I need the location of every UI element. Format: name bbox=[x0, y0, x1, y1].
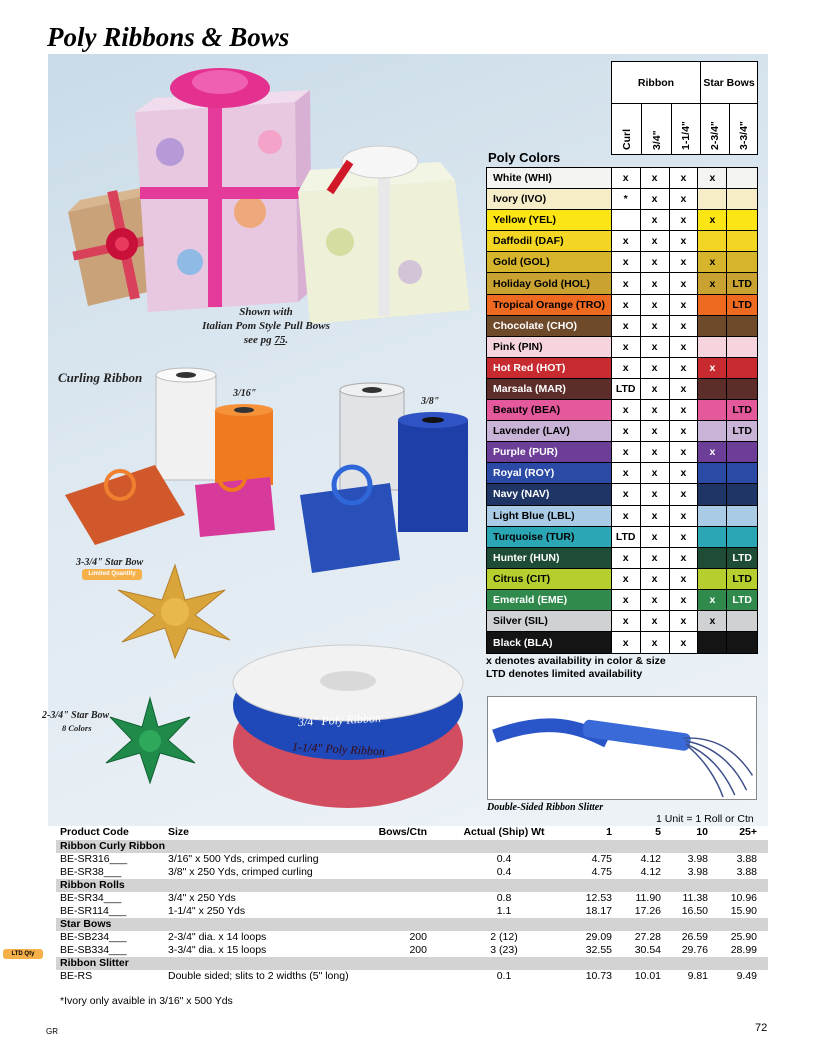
color-name: Citrus (CIT) bbox=[487, 569, 612, 589]
availability-cell: x bbox=[641, 421, 670, 441]
price-qty-10: 3.98 bbox=[687, 853, 708, 865]
availability-cell: LTD bbox=[612, 527, 641, 547]
roll-1-1-4-label: 1-1/4" Poly Ribbon bbox=[291, 739, 386, 759]
price-qty-5: 11.90 bbox=[635, 892, 661, 904]
availability-cell: x bbox=[698, 252, 727, 272]
availability-cell: x bbox=[641, 484, 670, 504]
availability-cell: x bbox=[670, 611, 699, 631]
availability-cell bbox=[698, 337, 727, 357]
availability-cell: x bbox=[641, 400, 670, 420]
color-row bbox=[487, 548, 757, 569]
availability-cell: * bbox=[612, 189, 641, 209]
availability-cell bbox=[727, 252, 757, 272]
header-size: Size bbox=[168, 826, 190, 838]
availability-cell: LTD bbox=[732, 277, 752, 290]
ltd-qty-badge: LTD Qty bbox=[3, 949, 43, 959]
availability-cell bbox=[727, 210, 757, 230]
footer-code: GR bbox=[46, 1027, 58, 1036]
availability-cell bbox=[727, 527, 757, 547]
availability-cell: x bbox=[612, 273, 641, 293]
availability-cell: x bbox=[612, 295, 641, 315]
ship-weight: 0.4 bbox=[496, 853, 512, 865]
availability-cell: x bbox=[641, 295, 670, 315]
price-qty-1: 32.55 bbox=[585, 944, 612, 956]
product-code: BE-SB334___ bbox=[60, 944, 127, 956]
availability-cell: x bbox=[670, 358, 699, 378]
color-name: Daffodil (DAF) bbox=[487, 231, 612, 251]
availability-cell: x bbox=[641, 527, 670, 547]
shown-with-caption bbox=[196, 305, 336, 347]
availability-cell: x bbox=[698, 168, 727, 188]
color-row bbox=[487, 168, 757, 189]
ivory-footnote: *Ivory only avaible in 3/16" x 500 Yds bbox=[60, 995, 233, 1007]
availability-cell: x bbox=[641, 611, 670, 631]
availability-cell: LTD bbox=[612, 379, 641, 399]
availability-cell: x bbox=[612, 358, 641, 378]
availability-cell: x bbox=[612, 463, 641, 483]
availability-cell: x bbox=[641, 231, 670, 251]
product-code: BE-SR38___ bbox=[60, 866, 122, 878]
product-row bbox=[56, 970, 768, 983]
color-name: Marsala (MAR) bbox=[487, 379, 612, 399]
color-name: Hot Red (HOT) bbox=[487, 358, 612, 378]
col-3-3-4: 3-3/4" bbox=[737, 121, 750, 150]
page-link-75[interactable]: 75 bbox=[274, 334, 286, 346]
color-name: Gold (GOL) bbox=[487, 252, 612, 272]
bows-per-ctn: 200 bbox=[409, 944, 427, 956]
color-row bbox=[487, 210, 757, 231]
product-row bbox=[56, 944, 768, 957]
color-row bbox=[487, 506, 757, 527]
availability-cell bbox=[727, 316, 757, 336]
availability-cell: x bbox=[698, 210, 727, 230]
shown-with-line-3: see pg bbox=[243, 334, 275, 346]
availability-cell: x bbox=[612, 168, 641, 188]
header-qty-10: 10 bbox=[696, 826, 708, 838]
product-size: 3/4" x 250 Yds bbox=[168, 892, 236, 904]
color-name: Black (BLA) bbox=[487, 632, 612, 653]
star-bow-234-colors: 8 Colors bbox=[62, 723, 92, 733]
color-row bbox=[487, 463, 757, 484]
availability-cell bbox=[727, 484, 757, 504]
availability-cell: x bbox=[670, 463, 699, 483]
availability-cell bbox=[727, 358, 757, 378]
availability-cell: LTD bbox=[732, 551, 752, 564]
availability-cell bbox=[698, 632, 727, 653]
color-name: Holiday Gold (HOL) bbox=[487, 273, 612, 293]
ship-weight: 3 (23) bbox=[490, 944, 518, 956]
product-size: 2-3/4" dia. x 14 loops bbox=[168, 931, 267, 943]
color-row bbox=[487, 442, 757, 463]
availability-cell: x bbox=[698, 442, 727, 462]
price-qty-10: 3.98 bbox=[687, 866, 708, 878]
availability-cell bbox=[698, 463, 727, 483]
availability-cell bbox=[727, 611, 757, 631]
price-qty-1: 12.53 bbox=[585, 892, 612, 904]
ship-weight: 0.1 bbox=[496, 970, 512, 982]
availability-cell bbox=[698, 400, 727, 420]
price-qty-25: 3.88 bbox=[736, 866, 757, 878]
availability-cell: x bbox=[612, 611, 641, 631]
availability-cell bbox=[698, 548, 727, 568]
price-qty-25: 9.49 bbox=[736, 970, 757, 982]
color-name: Lavender (LAV) bbox=[487, 421, 612, 441]
price-qty-25: 15.90 bbox=[730, 905, 757, 917]
availability-cell bbox=[727, 379, 757, 399]
availability-cell: x bbox=[670, 484, 699, 504]
color-name: Ivory (IVO) bbox=[487, 189, 612, 209]
availability-cell: x bbox=[612, 590, 641, 610]
availability-cell: x bbox=[641, 442, 670, 462]
availability-cell bbox=[727, 168, 757, 188]
poly-ribbon-rolls-image bbox=[228, 643, 468, 813]
product-code: BE-SR316___ bbox=[60, 853, 128, 865]
col-2-3-4: 2-3/4" bbox=[701, 104, 730, 154]
section-label: Star Bows bbox=[60, 918, 112, 930]
availability-cell: x bbox=[612, 421, 641, 441]
availability-cell bbox=[698, 527, 727, 547]
price-qty-5: 4.12 bbox=[640, 866, 661, 878]
color-name: Yellow (YEL) bbox=[487, 210, 612, 230]
col-3-4: 3/4" bbox=[642, 104, 672, 154]
color-name: Hunter (HUN) bbox=[487, 548, 612, 568]
ribbon-group-header: Ribbon bbox=[612, 62, 701, 104]
color-row bbox=[487, 316, 757, 337]
color-name: Navy (NAV) bbox=[487, 484, 612, 504]
availability-cell: x bbox=[641, 506, 670, 526]
availability-cell: x bbox=[670, 442, 699, 462]
availability-cell: x bbox=[698, 358, 727, 378]
product-row bbox=[56, 866, 768, 879]
limited-quantity-tag: Limited Quantity bbox=[82, 569, 142, 580]
color-row bbox=[487, 569, 757, 590]
availability-cell: x bbox=[670, 316, 699, 336]
availability-cell: x bbox=[612, 231, 641, 251]
ship-weight: 0.4 bbox=[496, 866, 512, 878]
color-row bbox=[487, 273, 757, 294]
availability-cell: x bbox=[670, 632, 699, 653]
col-curl: Curl bbox=[612, 104, 642, 154]
availability-cell: LTD bbox=[732, 404, 752, 417]
color-row bbox=[487, 421, 757, 442]
availability-cell: LTD bbox=[732, 425, 752, 438]
availability-cell: x bbox=[641, 590, 670, 610]
poly-colors-title: Poly Colors bbox=[488, 150, 561, 165]
color-name: Pink (PIN) bbox=[487, 337, 612, 357]
availability-cell: x bbox=[641, 379, 670, 399]
availability-cell: x bbox=[612, 506, 641, 526]
product-row bbox=[56, 853, 768, 866]
product-row bbox=[56, 931, 768, 944]
availability-cell bbox=[698, 506, 727, 526]
availability-cell: x bbox=[670, 421, 699, 441]
price-qty-1: 4.75 bbox=[591, 853, 612, 865]
ship-weight: 2 (12) bbox=[490, 931, 518, 943]
availability-cell: x bbox=[670, 273, 699, 293]
availability-cell: x bbox=[670, 231, 699, 251]
availability-cell bbox=[727, 632, 757, 653]
color-name: Tropical Orange (TRO) bbox=[487, 295, 612, 315]
color-row bbox=[487, 527, 757, 548]
curling-ribbon-caption: Curling Ribbon bbox=[58, 370, 143, 385]
section-label: Ribbon Slitter bbox=[60, 957, 129, 969]
color-name: Beauty (BEA) bbox=[487, 400, 612, 420]
availability-cell bbox=[698, 316, 727, 336]
color-availability-table bbox=[486, 167, 758, 654]
price-qty-10: 11.38 bbox=[682, 892, 708, 904]
legend-ltd: LTD denotes limited availability bbox=[486, 668, 643, 680]
shown-with-line-3-end: . bbox=[285, 334, 289, 346]
color-row bbox=[487, 611, 757, 632]
availability-cell bbox=[727, 231, 757, 251]
color-name: Chocolate (CHO) bbox=[487, 316, 612, 336]
header-qty-1: 1 bbox=[606, 826, 612, 838]
availability-cell bbox=[698, 421, 727, 441]
product-row bbox=[56, 892, 768, 905]
availability-cell: x bbox=[670, 506, 699, 526]
availability-cell: x bbox=[612, 632, 641, 653]
price-qty-5: 10.01 bbox=[634, 970, 661, 982]
product-section-header bbox=[56, 840, 768, 853]
header-product-code: Product Code bbox=[60, 826, 129, 838]
availability-cell: x bbox=[612, 337, 641, 357]
product-section-header bbox=[56, 957, 768, 970]
availability-cell: x bbox=[612, 569, 641, 589]
availability-cell: LTD bbox=[732, 298, 752, 311]
price-qty-25: 10.96 bbox=[730, 892, 757, 904]
availability-cell: x bbox=[612, 316, 641, 336]
header-bows-per-ctn: Bows/Ctn bbox=[378, 826, 427, 838]
availability-cell bbox=[727, 506, 757, 526]
price-qty-10: 26.59 bbox=[681, 931, 708, 943]
product-code: BE-SR34___ bbox=[60, 892, 122, 904]
price-qty-5: 30.54 bbox=[634, 944, 661, 956]
availability-cell: x bbox=[670, 527, 699, 547]
product-price-table bbox=[56, 826, 768, 983]
color-row bbox=[487, 252, 757, 273]
product-size: 3/8" x 250 Yds, crimped curling bbox=[168, 866, 313, 878]
price-qty-5: 27.28 bbox=[634, 931, 661, 943]
availability-cell bbox=[612, 210, 641, 230]
availability-cell: LTD bbox=[732, 593, 752, 606]
product-section-header bbox=[56, 879, 768, 892]
slitter-caption: Double-Sided Ribbon Slitter bbox=[487, 802, 604, 813]
availability-cell: x bbox=[612, 442, 641, 462]
shown-with-line-1: Shown with bbox=[239, 306, 293, 318]
product-section-header bbox=[56, 918, 768, 931]
color-row bbox=[487, 337, 757, 358]
price-qty-1: 4.75 bbox=[591, 866, 612, 878]
page-number: 72 bbox=[755, 1022, 768, 1034]
ship-weight: 0.8 bbox=[496, 892, 512, 904]
availability-cell: x bbox=[641, 189, 670, 209]
shown-with-line-2: Italian Pom Style Pull Bows bbox=[202, 320, 330, 332]
availability-cell bbox=[698, 484, 727, 504]
availability-cell: x bbox=[670, 590, 699, 610]
availability-cell: x bbox=[670, 210, 699, 230]
availability-cell: x bbox=[612, 548, 641, 568]
page-title: Poly Ribbons & Bows bbox=[47, 22, 290, 52]
price-qty-10: 9.81 bbox=[687, 970, 708, 982]
product-code: BE-SB234___ bbox=[60, 931, 127, 943]
roll-3-4-label: 3/4" Poly Ribbon bbox=[297, 710, 382, 730]
availability-cell: x bbox=[670, 168, 699, 188]
ship-weight: 1.1 bbox=[496, 905, 512, 917]
availability-cell: x bbox=[641, 168, 670, 188]
gold-star-bow-image bbox=[110, 560, 240, 660]
availability-cell bbox=[698, 189, 727, 209]
color-name: Light Blue (LBL) bbox=[487, 506, 612, 526]
availability-cell: x bbox=[641, 273, 670, 293]
color-row bbox=[487, 590, 757, 611]
availability-cell: x bbox=[670, 569, 699, 589]
availability-cell: x bbox=[641, 316, 670, 336]
header-ship-weight: Actual (Ship) Wt bbox=[463, 826, 545, 838]
availability-cell: x bbox=[641, 358, 670, 378]
gift-boxes-image bbox=[60, 62, 480, 342]
color-row bbox=[487, 484, 757, 505]
availability-cell: x bbox=[641, 463, 670, 483]
curling-ribbon-image bbox=[60, 365, 480, 585]
star-bow-334-caption: 3-3/4" Star Bow bbox=[76, 557, 144, 568]
availability-cell bbox=[698, 569, 727, 589]
color-name: Emerald (EME) bbox=[487, 590, 612, 610]
unit-note: 1 Unit = 1 Roll or Ctn bbox=[656, 813, 754, 825]
price-qty-1: 29.09 bbox=[585, 931, 612, 943]
availability-cell: x bbox=[698, 590, 727, 610]
header-qty-25: 25+ bbox=[739, 826, 757, 838]
availability-header bbox=[611, 61, 758, 155]
color-row bbox=[487, 189, 757, 210]
product-size: 3/16" x 500 Yds, crimped curling bbox=[168, 853, 319, 865]
color-row bbox=[487, 400, 757, 421]
availability-cell: x bbox=[670, 295, 699, 315]
size-caption-3-16: 3/16" bbox=[233, 388, 257, 399]
price-qty-1: 18.17 bbox=[585, 905, 612, 917]
availability-cell: x bbox=[641, 569, 670, 589]
availability-cell: x bbox=[612, 400, 641, 420]
availability-cell: x bbox=[612, 252, 641, 272]
product-code: BE-SR114___ bbox=[60, 905, 127, 917]
price-qty-25: 3.88 bbox=[736, 853, 757, 865]
color-row bbox=[487, 295, 757, 316]
product-size: 3-3/4" dia. x 15 loops bbox=[168, 944, 267, 956]
availability-cell: x bbox=[670, 548, 699, 568]
section-label: Ribbon Rolls bbox=[60, 879, 125, 891]
product-row bbox=[56, 905, 768, 918]
availability-cell: x bbox=[698, 273, 727, 293]
color-name: Royal (ROY) bbox=[487, 463, 612, 483]
star-bow-234-caption: 2-3/4" Star Bow bbox=[42, 710, 110, 721]
price-qty-10: 16.50 bbox=[681, 905, 708, 917]
color-name: Purple (PUR) bbox=[487, 442, 612, 462]
availability-cell: x bbox=[670, 400, 699, 420]
ribbon-slitter-image bbox=[487, 696, 757, 800]
availability-cell: x bbox=[641, 210, 670, 230]
availability-cell: x bbox=[670, 189, 699, 209]
availability-cell bbox=[727, 442, 757, 462]
product-code: BE-RS bbox=[60, 970, 93, 982]
price-qty-10: 29.76 bbox=[681, 944, 708, 956]
availability-cell: x bbox=[698, 611, 727, 631]
availability-cell bbox=[698, 295, 727, 315]
col-1-1-4: 1-1/4" bbox=[672, 104, 701, 154]
color-name: White (WHI) bbox=[487, 168, 612, 188]
color-row bbox=[487, 379, 757, 400]
availability-cell: x bbox=[670, 337, 699, 357]
size-caption-3-8: 3/8" bbox=[421, 396, 440, 407]
price-qty-5: 17.26 bbox=[634, 905, 661, 917]
availability-cell bbox=[727, 337, 757, 357]
header-qty-5: 5 bbox=[655, 826, 661, 838]
section-label: Ribbon Curly Ribbon bbox=[60, 840, 165, 852]
color-name: Silver (SIL) bbox=[487, 611, 612, 631]
bows-per-ctn: 200 bbox=[409, 931, 427, 943]
availability-cell bbox=[698, 231, 727, 251]
color-row bbox=[487, 632, 757, 653]
product-size: Double sided; slits to 2 widths (5" long) bbox=[168, 970, 349, 982]
availability-cell: x bbox=[641, 548, 670, 568]
green-star-bow-image bbox=[100, 695, 200, 785]
availability-cell: x bbox=[670, 379, 699, 399]
availability-legend bbox=[486, 655, 666, 681]
availability-cell: x bbox=[641, 632, 670, 653]
color-name: Turquoise (TUR) bbox=[487, 527, 612, 547]
availability-cell: x bbox=[670, 252, 699, 272]
star-bows-group-header: Star Bows bbox=[701, 62, 757, 104]
price-qty-1: 10.73 bbox=[585, 970, 612, 982]
product-size: 1-1/4" x 250 Yds bbox=[168, 905, 246, 917]
product-table-header bbox=[56, 826, 768, 840]
price-qty-25: 28.99 bbox=[730, 944, 757, 956]
availability-cell: x bbox=[641, 252, 670, 272]
color-row bbox=[487, 231, 757, 252]
availability-cell bbox=[698, 379, 727, 399]
legend-x: x denotes availability in color & size bbox=[486, 655, 666, 667]
availability-cell: LTD bbox=[732, 572, 752, 585]
availability-cell bbox=[727, 463, 757, 483]
color-row bbox=[487, 358, 757, 379]
availability-cell: x bbox=[641, 337, 670, 357]
availability-cell: x bbox=[612, 484, 641, 504]
availability-cell bbox=[727, 189, 757, 209]
price-qty-25: 25.90 bbox=[730, 931, 757, 943]
price-qty-5: 4.12 bbox=[640, 853, 661, 865]
